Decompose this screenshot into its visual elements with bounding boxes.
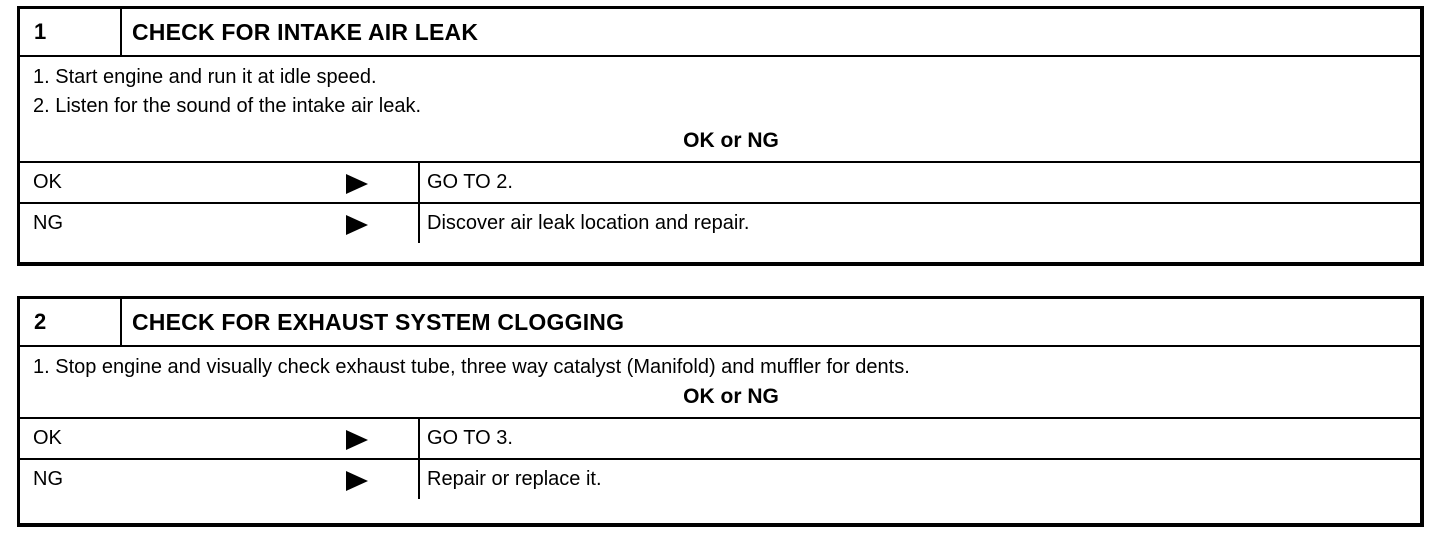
result-row-ok bbox=[20, 417, 1420, 458]
result-action: GO TO 3. bbox=[427, 427, 513, 449]
step-header bbox=[20, 299, 1420, 347]
step-header bbox=[20, 9, 1420, 57]
decision-label: OK or NG bbox=[683, 385, 779, 408]
result-text: NG bbox=[33, 468, 63, 490]
result-row-ng bbox=[20, 202, 1420, 243]
result-row-ok bbox=[20, 161, 1420, 202]
right-arrow-icon bbox=[346, 430, 368, 450]
right-arrow-icon bbox=[346, 471, 368, 491]
step-number: 2 bbox=[20, 299, 122, 345]
result-action: GO TO 2. bbox=[427, 171, 513, 193]
right-arrow-icon bbox=[346, 174, 368, 194]
step-number: 1 bbox=[20, 9, 122, 55]
result-action: Repair or replace it. bbox=[427, 468, 602, 490]
step-instructions bbox=[20, 57, 1420, 121]
result-text: OK bbox=[33, 427, 62, 449]
step-1-block bbox=[17, 6, 1424, 266]
instruction-line: 1. Start engine and run it at idle speed. bbox=[33, 66, 377, 88]
result-text: OK bbox=[33, 171, 62, 193]
result-label bbox=[20, 460, 420, 499]
result-label bbox=[20, 204, 420, 243]
step-title: CHECK FOR INTAKE AIR LEAK bbox=[132, 19, 479, 45]
instruction-line: 1. Stop engine and visually check exhaust tube, three way catalyst (Manifold) and muffler for dents. bbox=[33, 356, 910, 378]
result-label bbox=[20, 163, 420, 202]
result-action: Discover air leak location and repair. bbox=[427, 212, 750, 234]
right-arrow-icon bbox=[346, 215, 368, 235]
instruction-line: 2. Listen for the sound of the intake air leak. bbox=[33, 95, 422, 117]
result-row-ng bbox=[20, 458, 1420, 499]
step-2-block bbox=[17, 296, 1424, 527]
result-label bbox=[20, 419, 420, 458]
step-title: CHECK FOR EXHAUST SYSTEM CLOGGING bbox=[132, 309, 625, 335]
decision-label: OK or NG bbox=[683, 129, 779, 152]
result-text: NG bbox=[33, 212, 63, 234]
step-instructions bbox=[20, 347, 1420, 382]
